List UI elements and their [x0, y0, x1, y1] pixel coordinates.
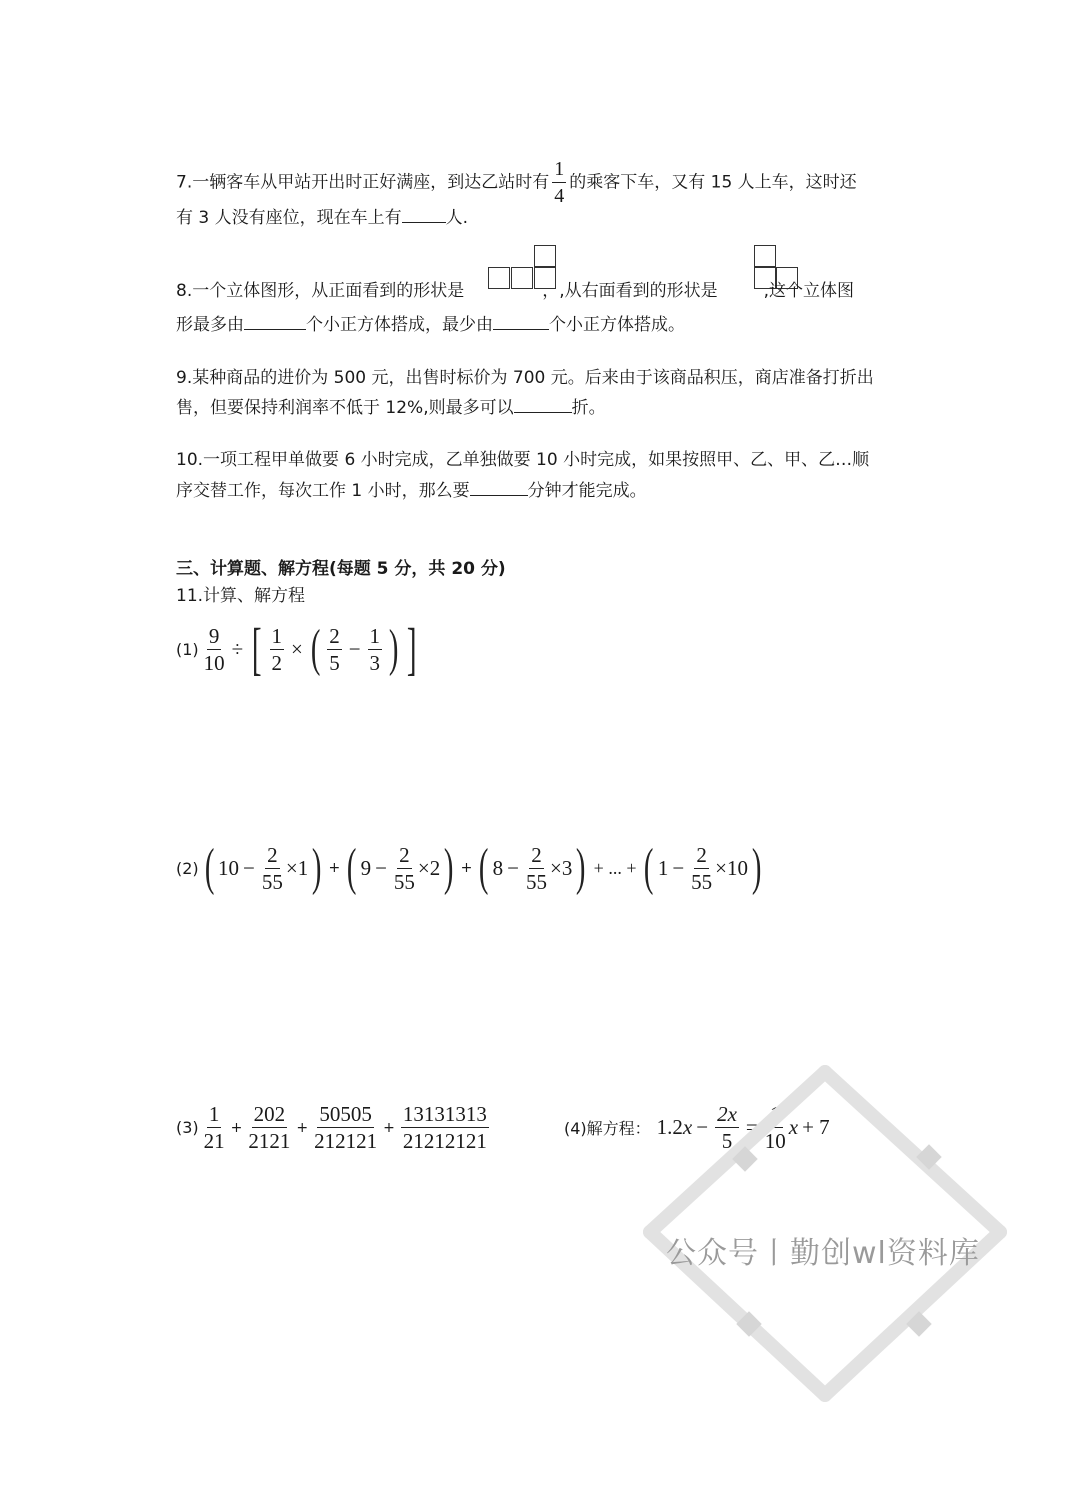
watermark-text: 公众号丨勤创wl资料库	[666, 1236, 980, 1271]
q8-text-f: 个小正方体搭成。	[549, 315, 685, 335]
question-10-line-2	[176, 477, 647, 503]
question-8-line-2	[176, 311, 685, 337]
q7-frac-num: 1	[552, 158, 566, 183]
question-7-line-1	[176, 158, 857, 207]
p2-ellipsis: + ... +	[593, 857, 637, 878]
q9-answer-blank[interactable]	[514, 394, 572, 413]
p3-frac-1: $\frac{1}{21}$	[203, 1102, 225, 1153]
p3-frac-2: $\frac{202}{2121}$	[248, 1102, 291, 1153]
p2-term1-a: 10	[218, 855, 239, 880]
p3-frac-4: $\frac{13131313}{21212121}$	[402, 1102, 487, 1153]
q9-text-a: 售，但要保持利润率不低于 12%,则最多可以	[176, 398, 514, 418]
p4-frac-2: $\frac{1}{10}$	[764, 1102, 786, 1153]
q7-fraction	[552, 158, 566, 207]
section-3-heading: 三、计算题、解方程(每题 5 分，共 20 分)	[176, 559, 506, 579]
q10-text-a: 序交替工作，每次工作 1 小时，那么要	[176, 481, 470, 501]
question-9-line-1: 9.某种商品的进价为 500 元，出售时标价为 700 元。后来由于该商品积压，商店准备打折出	[176, 368, 874, 388]
question-8-line-1	[176, 279, 854, 303]
p1-times: ×	[291, 636, 303, 661]
problem-3-expression: (3) $\frac{1}{21}$ + $\frac{202}{2121}$ + $\frac{50505}{212121}$ + $\frac{13131313}{21212121}$	[176, 1102, 487, 1153]
p4-frac-1: $\frac{2x}{5}$	[717, 1102, 737, 1153]
p1-frac-4: $\frac{1}{3}$	[369, 623, 381, 675]
q8-max-blank[interactable]	[244, 311, 306, 330]
p1-frac-2: $\frac{1}{2}$	[271, 623, 283, 675]
p1-frac-3: $\frac{2}{5}$	[329, 623, 340, 675]
p2-term3-b: 3	[561, 855, 573, 880]
p1-right-bracket: ]	[407, 616, 417, 681]
q8-text-d: 形最多由	[176, 315, 244, 335]
question-10-line-1: 10.一项工程甲单做要 6 小时完成，乙单独做要 10 小时完成，如果按照甲、乙、甲、乙…顺	[176, 450, 870, 470]
q7-text-a: 7.一辆客车从甲站开出时正好满座，到达乙站时有	[176, 172, 550, 193]
q11-title: 11.计算、解方程	[176, 586, 306, 606]
p2-term2-a: 9	[360, 855, 372, 880]
q8-min-blank[interactable]	[493, 311, 549, 330]
problem-4-expression: (4)解方程： 1.2 x − $\frac{2x}{5}$ = $\frac{1}{10}$ x + 7	[564, 1102, 830, 1153]
p1-right-paren: )	[388, 620, 399, 677]
q7-text-d: 人.	[445, 208, 469, 228]
p2-term3-a: 8	[492, 855, 504, 880]
p1-divide: ÷	[231, 636, 244, 661]
q10-answer-blank[interactable]	[470, 477, 528, 496]
p4-label: (4)解方程：	[564, 1119, 651, 1138]
q8-text-a: 8.一个立体图形，从正面看到的形状是	[176, 281, 465, 301]
q7-frac-den: 4	[554, 185, 565, 207]
q8-text-e: 个小正方体搭成，最少由	[306, 315, 493, 335]
p2-term4-a: 1	[657, 855, 669, 880]
question-7-line-2	[176, 204, 468, 230]
q8-text-c: ,这个立体图	[763, 281, 855, 301]
p1-minus: −	[348, 636, 361, 661]
p3-frac-3: $\frac{50505}{212121}$	[314, 1102, 378, 1153]
problem-2-expression: (2) ( 10 − $\frac{2}{55}$ × 1 ) + ( 9 − $\frac{2}{55}$ × 2 ) + ( 8 − $\frac{2}{55}$ × 3 ) + ... + ( 1 − $\frac{2}{55}$ × 10 )	[176, 839, 762, 896]
p2-label: (2)	[176, 858, 199, 878]
p2-term1-b: 1	[297, 855, 309, 880]
q7-answer-blank[interactable]	[402, 204, 446, 223]
q7-text-b: 的乘客下车，又有 15 人上车，这时还	[569, 172, 857, 193]
p1-left-paren: (	[310, 620, 321, 677]
p1-label: (1)	[176, 639, 199, 659]
q10-text-b: 分钟才能完成。	[527, 481, 647, 501]
p1-left-bracket: [	[252, 616, 262, 681]
question-9-line-2	[176, 394, 606, 420]
p3-label: (3)	[176, 1118, 199, 1137]
q9-text-b: 折。	[571, 398, 606, 418]
q7-text-c: 有 3 人没有座位，现在车上有	[176, 208, 402, 228]
p2-term4-b: 10	[727, 855, 748, 880]
q8-text-b: ，,从右面看到的形状是	[542, 281, 718, 301]
p1-frac-1: $\frac{9}{10}$	[203, 623, 225, 675]
problem-1-expression	[176, 616, 422, 681]
p2-term2-b: 2	[429, 855, 441, 880]
